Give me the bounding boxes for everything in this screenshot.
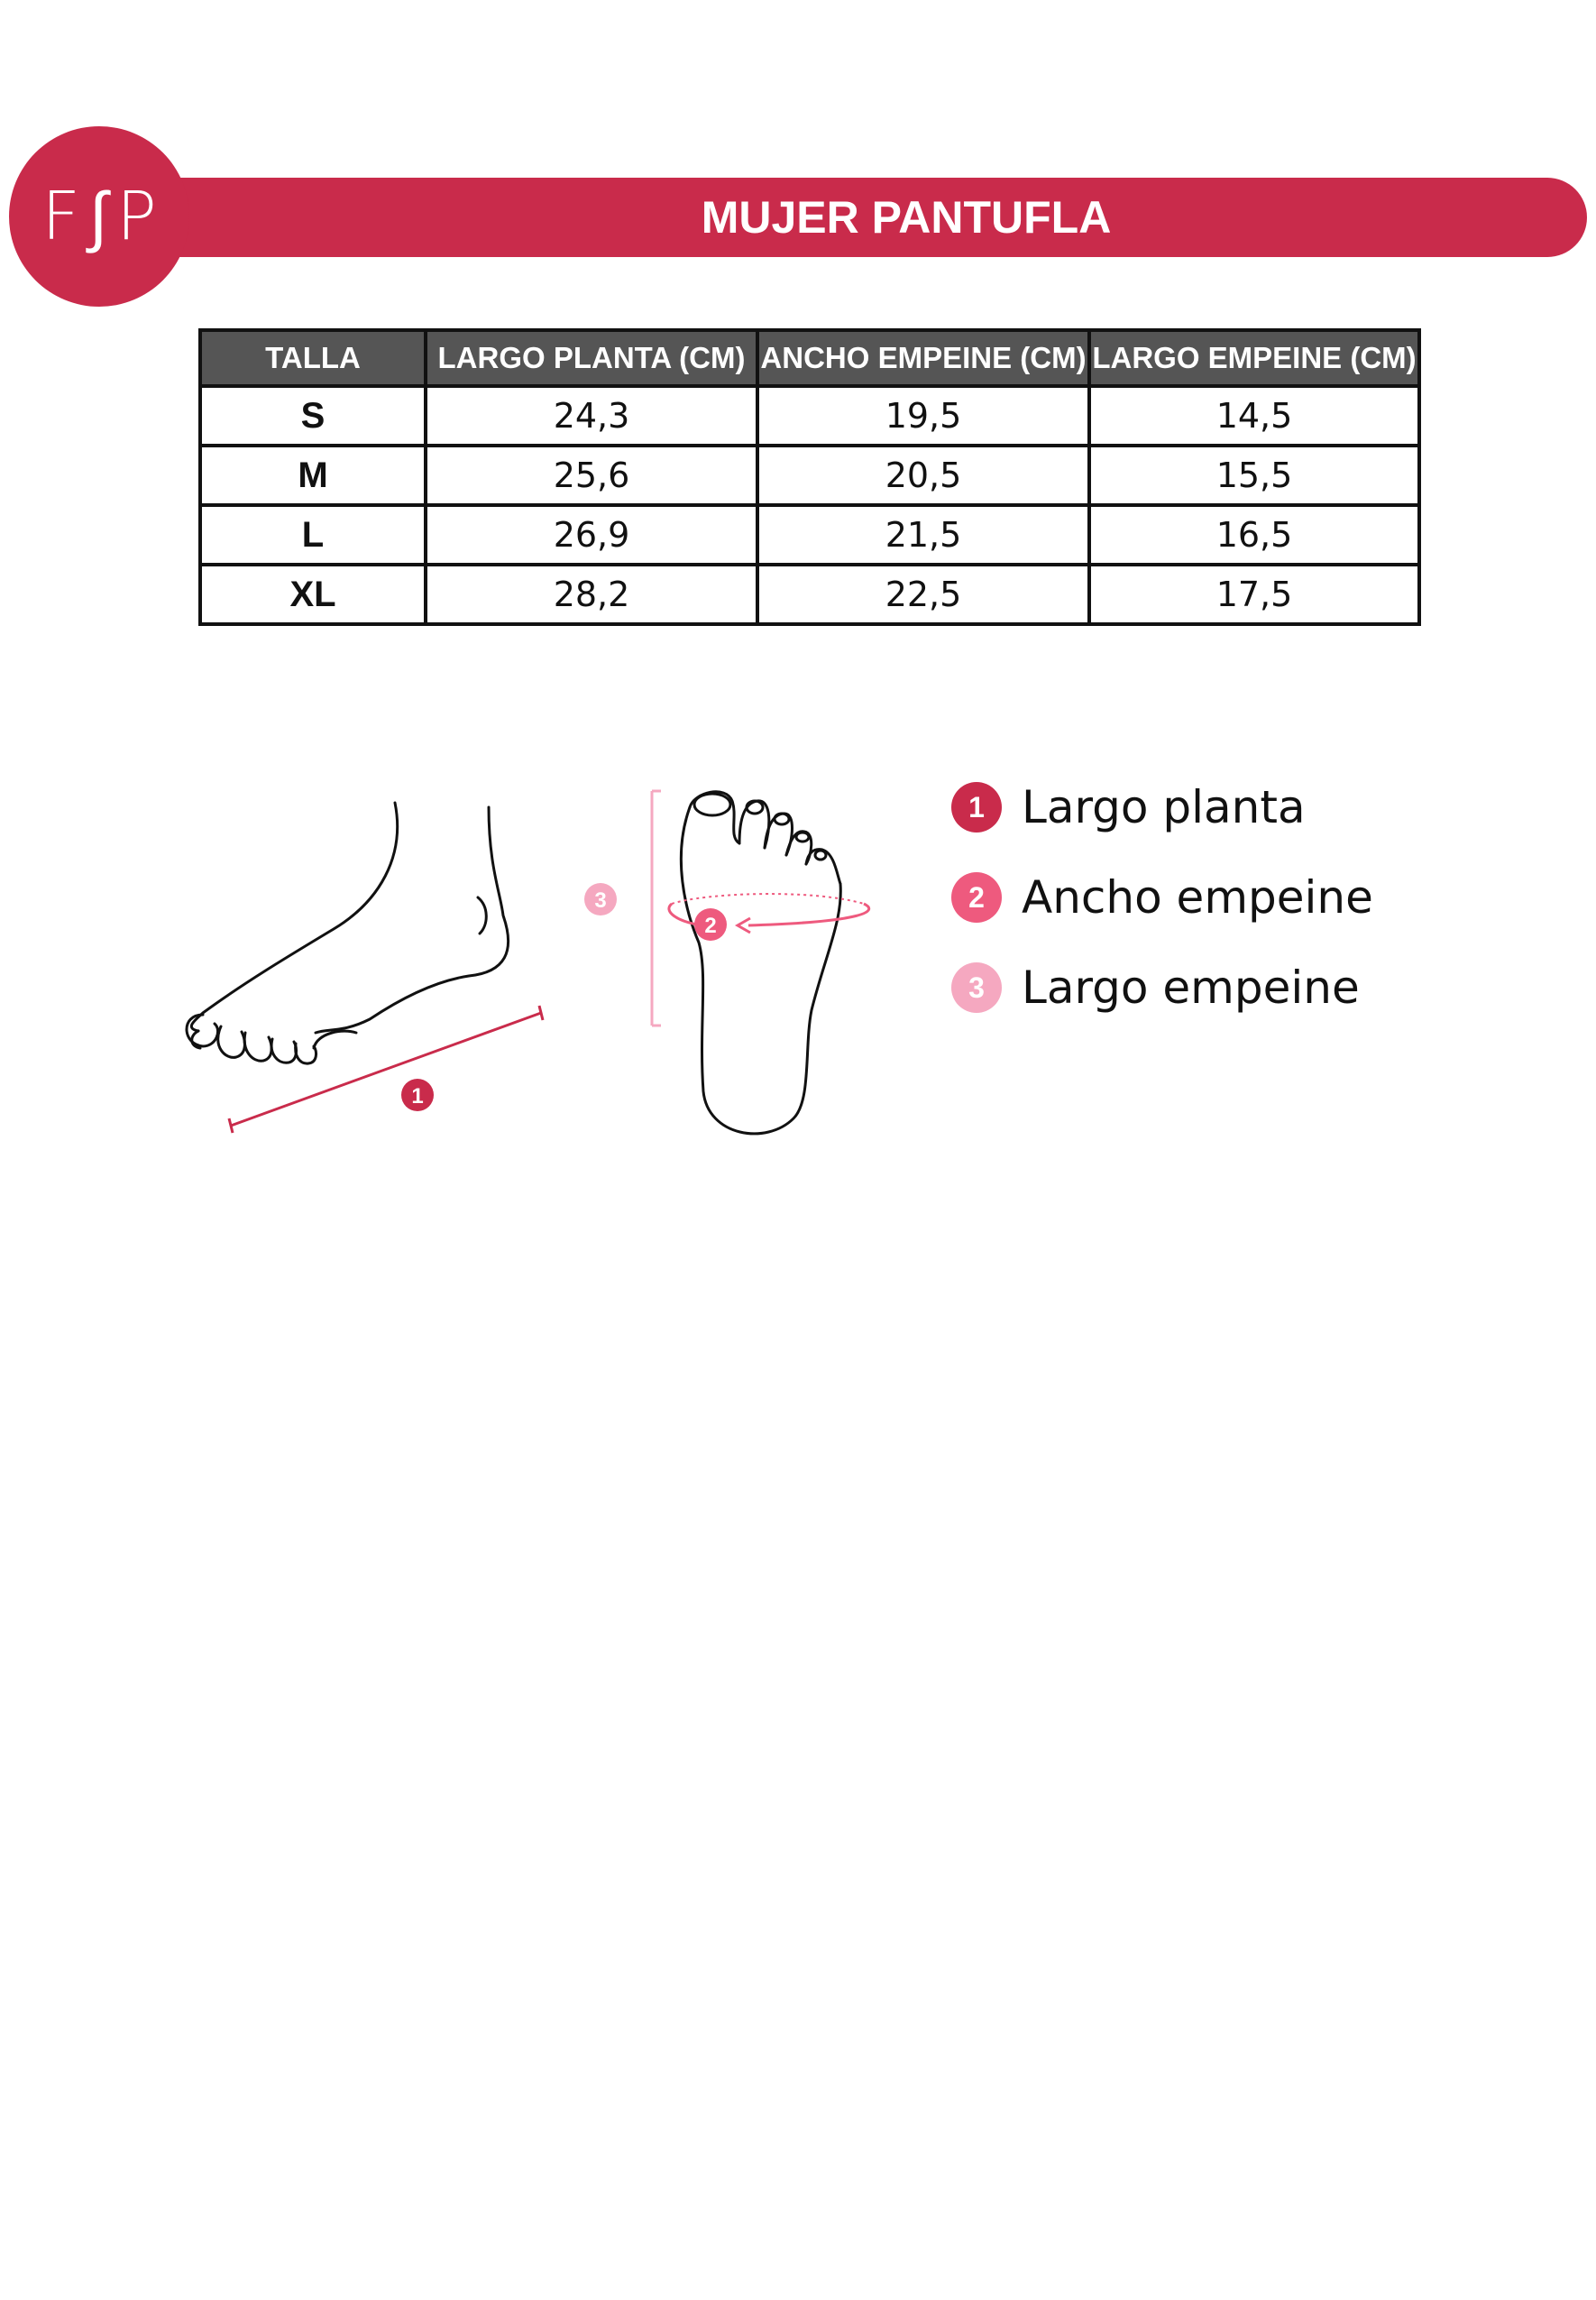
legend-label: Largo empeine xyxy=(1022,961,1360,1014)
svg-text:1: 1 xyxy=(411,1084,424,1109)
header-talla: TALLA xyxy=(200,330,426,386)
number-2-badge: 2 xyxy=(951,872,1002,923)
marker-2-icon xyxy=(694,908,727,941)
size-cell: S xyxy=(200,386,426,446)
title-banner xyxy=(126,178,1587,257)
size-cell: L xyxy=(200,505,426,565)
page-title: MUJER PANTUFLA xyxy=(701,192,1112,243)
number-1-badge: 1 xyxy=(951,782,1002,833)
largo-planta-line xyxy=(231,1013,541,1126)
size-cell: XL xyxy=(200,565,426,624)
sole-foot-icon xyxy=(681,792,840,1134)
legend-label: Largo planta xyxy=(1022,781,1306,833)
svg-text:2: 2 xyxy=(704,914,717,938)
marker-3-icon xyxy=(584,883,617,915)
ancho-empeine-cell: 21,5 xyxy=(757,505,1089,565)
header-ancho-empeine: ANCHO EMPEINE (CM) xyxy=(757,330,1089,386)
logo-text: F∫P xyxy=(41,178,166,255)
legend-item-largo-empeine xyxy=(951,943,1373,1033)
size-cell: M xyxy=(200,446,426,505)
largo-empeine-cell: 14,5 xyxy=(1089,386,1419,446)
largo-planta-cell: 28,2 xyxy=(426,565,757,624)
largo-planta-cell: 26,9 xyxy=(426,505,757,565)
largo-empeine-cell: 16,5 xyxy=(1089,505,1419,565)
size-table xyxy=(198,328,1421,626)
legend-item-ancho-empeine xyxy=(951,852,1373,943)
largo-empeine-cell: 15,5 xyxy=(1089,446,1419,505)
foot-illustration xyxy=(162,758,902,1155)
foot-diagram xyxy=(162,758,902,1155)
side-foot-icon xyxy=(187,803,509,1063)
header-largo-empeine: LARGO EMPEINE (CM) xyxy=(1089,330,1419,386)
svg-text:3: 3 xyxy=(594,888,607,913)
marker-1-icon xyxy=(401,1079,434,1111)
ancho-empeine-cell: 22,5 xyxy=(757,565,1089,624)
measurement-legend xyxy=(951,762,1373,1033)
brand-logo xyxy=(9,126,189,307)
largo-empeine-cell: 17,5 xyxy=(1089,565,1419,624)
table-row xyxy=(200,386,1419,446)
legend-label: Ancho empeine xyxy=(1022,871,1373,924)
header-largo-planta: LARGO PLANTA (CM) xyxy=(426,330,757,386)
table-header-row xyxy=(200,330,1419,386)
ancho-empeine-cell: 19,5 xyxy=(757,386,1089,446)
table-row xyxy=(200,505,1419,565)
largo-planta-cell: 25,6 xyxy=(426,446,757,505)
ancho-empeine-cell: 20,5 xyxy=(757,446,1089,505)
table-row xyxy=(200,446,1419,505)
number-3-badge: 3 xyxy=(951,962,1002,1013)
table-row xyxy=(200,565,1419,624)
largo-planta-cell: 24,3 xyxy=(426,386,757,446)
legend-item-largo-planta xyxy=(951,762,1373,852)
